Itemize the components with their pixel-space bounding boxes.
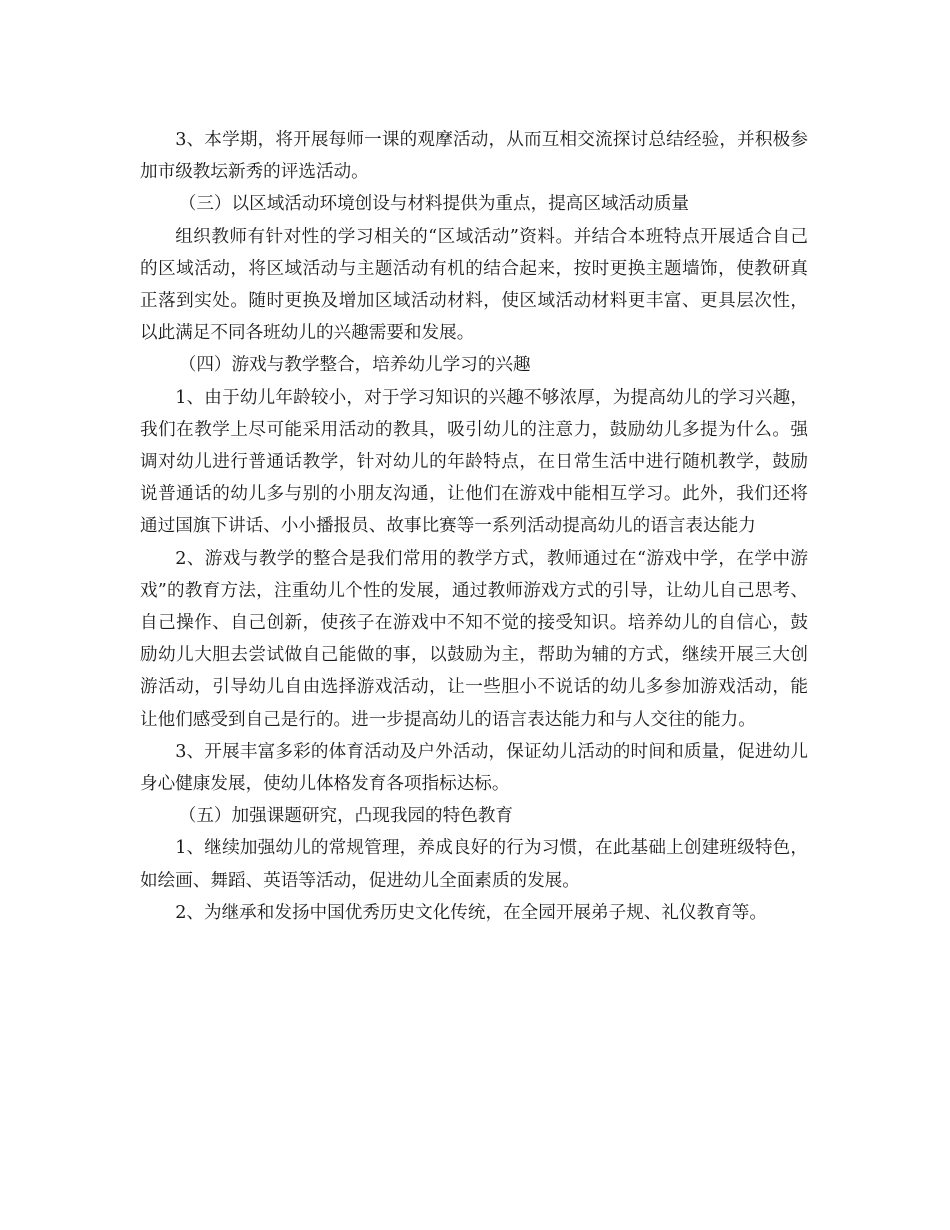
section-heading-4: （四）游戏与教学整合，培养幼儿学习的兴趣	[178, 355, 531, 376]
paragraph-item-1-interest: 1、由于幼儿年龄较小，对于学习知识的兴趣不够浓厚，为提高幼儿的学习兴趣，我们在教学上尽可能采用活动的教具，吸引幼儿的注意力，鼓励幼儿多提为什么。强调对幼儿进行普通话教学，针对幼儿的年龄特点，在日常生活中进行随机教学，鼓励说普通话的幼儿多与别的小朋友沟通，让他们在游戏中能相互学习。此外，我们还将通过国旗下讲话、小小播报员、故事比赛等一系列活动提高幼儿的语言表达能力	[140, 387, 808, 537]
paragraph-item-2-culture: 2、为继承和发扬中国优秀历史文化传统，在全园开展弟子规、礼仪教育等。	[175, 902, 767, 923]
paragraph-item-3-sports: 3、开展丰富多彩的体育活动及户外活动，保证幼儿活动的时间和质量，促进幼儿身心健康发展，使幼儿体格发育各项指标达标。	[140, 741, 808, 795]
section-heading-3: （三）以区域活动环境创设与材料提供为重点，提高区域活动质量	[178, 194, 689, 215]
paragraph-item-2-game-teaching: 2、游戏与教学的整合是我们常用的教学方式，教师通过在“游戏中学，在学中游戏”的教育方法，注重幼儿个性的发展，通过教师游戏方式的引导，让幼儿自己思考、自己操作、自己创新，使孩子在游戏中不知不觉的接受知识。培养幼儿的自信心，鼓励幼儿大胆去尝试做自己能做的事，以鼓励为主，帮助为辅的方式，继续开展三大创游活动，引导幼儿自由选择游戏活动，让一些胆小不说话的幼儿多参加游戏活动，能让他们感受到自己是行的。进一步提高幼儿的语言表达能力和与人交往的能力。	[140, 548, 808, 730]
document-body	[140, 124, 808, 929]
section-heading-5: （五）加强课题研究，凸现我园的特色教育	[178, 806, 514, 827]
paragraph-item-3-observation: 3、本学期，将开展每师一课的观摩活动，从而互相交流探讨总结经验，并积极参加市级教坛新秀的评选活动。	[140, 130, 808, 183]
paragraph-item-1-routine: 1、继续加强幼儿的常规管理，养成良好的行为习惯，在此基础上创建班级特色，如绘画、舞蹈、英语等活动，促进幼儿全面素质的发展。	[140, 838, 808, 891]
paragraph-area-activity: 组织教师有针对性的学习相关的“区域活动”资料。并结合本班特点开展适合自己的区域活动，将区域活动与主题活动有机的结合起来，按时更换主题墙饰，使教研真正落到实处。随时更换及增加区域活动材料，使区域活动材料更丰富、更具层次性，以此满足不同各班幼儿的兴趣需要和发展。	[140, 226, 808, 344]
